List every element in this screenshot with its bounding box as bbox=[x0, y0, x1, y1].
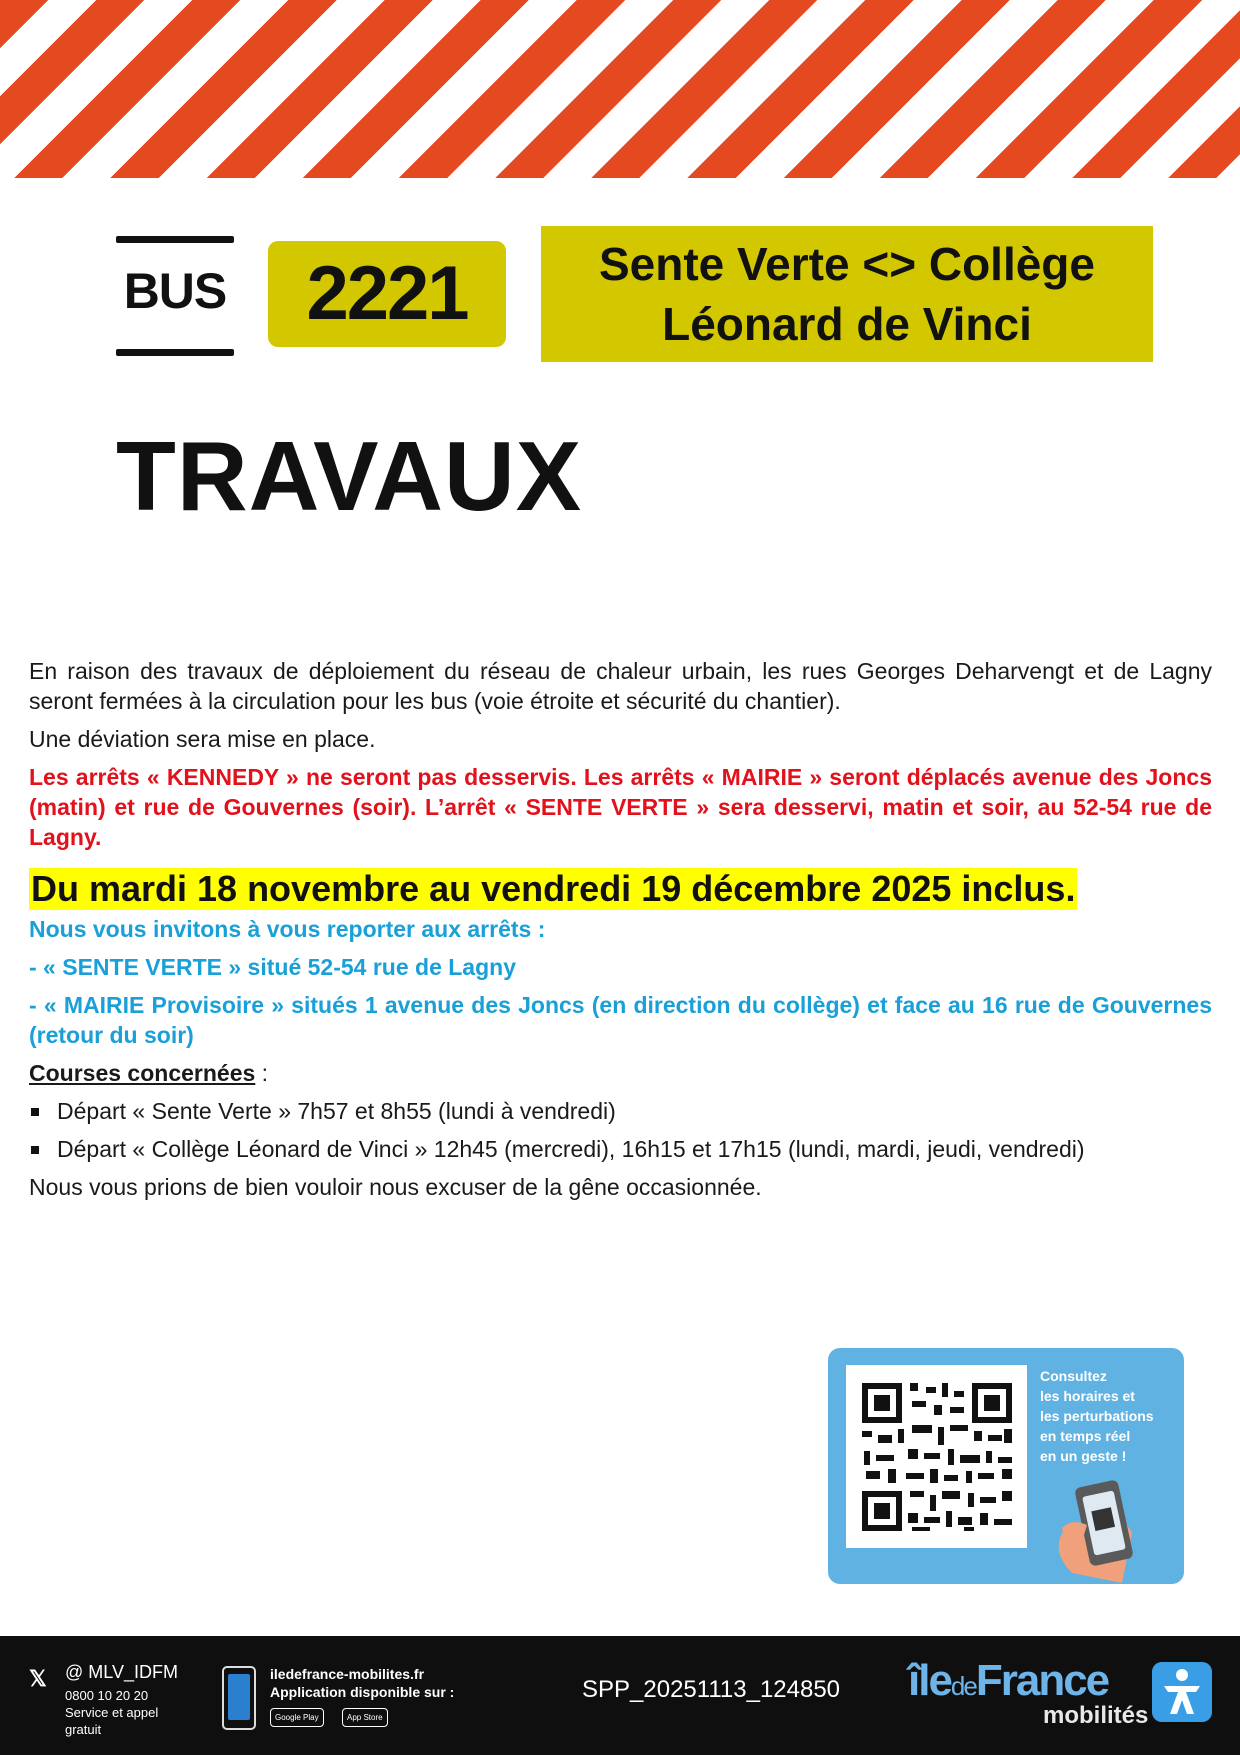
courses-label: Courses concernées bbox=[29, 1060, 256, 1086]
invite-paragraph: Nous vous invitons à vous reporter aux arrêts : bbox=[29, 916, 546, 942]
qr-text-line: les perturbations bbox=[1040, 1408, 1154, 1424]
qr-text-line: les horaires et bbox=[1040, 1388, 1135, 1404]
qr-text-line: en un geste ! bbox=[1040, 1448, 1127, 1464]
warning-paragraph: Les arrêts « KENNEDY » ne seront pas desservis. Les arrêts « MAIRIE » seront déplacés avenue des Joncs (matin) et rue de Gouvernes (soir). L’arrêt « SENTE VERTE » sera desservi, matin et soir, au 52-54 rue de Lagny. bbox=[29, 764, 1212, 850]
qr-text-line: Consultez bbox=[1040, 1368, 1107, 1384]
brand-sub: mobilités bbox=[1043, 1702, 1149, 1729]
list-item: Départ « Collège Léonard de Vinci » 12h45 (mercredi), 16h15 et 17h15 (lundi, mardi, jeudi, vendredi) bbox=[29, 1134, 1212, 1164]
app-info bbox=[270, 1665, 454, 1701]
app-phone-screen bbox=[228, 1674, 250, 1720]
footer bbox=[0, 1636, 1240, 1755]
website-link[interactable]: iledefrance-mobilites.fr bbox=[270, 1666, 425, 1682]
bus-mode-bottom-bar bbox=[116, 349, 234, 356]
bus-mode-icon bbox=[116, 236, 236, 356]
bus-mode-label: BUS bbox=[123, 263, 227, 319]
app-availability-text: Application disponible sur : bbox=[270, 1684, 455, 1700]
notice-body bbox=[29, 656, 1212, 1210]
intro-paragraph: En raison des travaux de déploiement du réseau de chaleur urbain, les rues Georges Deharvengt et de Lagny seront fermées à la circulation pour les bus (voie étroite et sécurité du chantier). bbox=[29, 658, 1212, 714]
list-item: Départ « Sente Verte » 7h57 et 8h55 (lundi à vendredi) bbox=[29, 1096, 1212, 1126]
page-title: TRAVAUX bbox=[116, 421, 583, 531]
stop-item-mairie: - « MAIRIE Provisoire » situés 1 avenue des Joncs (en direction du collège) et face au 16 rue de Gouvernes (retour du soir) bbox=[29, 992, 1212, 1048]
phone-note: Service et appel gratuit bbox=[65, 1705, 159, 1737]
qr-card-text bbox=[1040, 1366, 1180, 1466]
hazard-stripes-banner bbox=[0, 0, 1240, 178]
route-line-2: Léonard de Vinci bbox=[662, 298, 1032, 350]
courses-heading bbox=[29, 1058, 1212, 1088]
google-play-badge[interactable]: Google Play bbox=[270, 1708, 324, 1727]
qr-code-frame[interactable] bbox=[846, 1365, 1027, 1548]
bus-mode-top-bar bbox=[116, 236, 234, 243]
qr-code-icon bbox=[846, 1365, 1027, 1548]
line-number-badge: 2221 bbox=[268, 241, 506, 347]
hand-phone-icon bbox=[1042, 1473, 1162, 1583]
apology-paragraph: Nous vous prions de bien vouloir nous excuser de la gêne occasionnée. bbox=[29, 1174, 762, 1200]
courses-list bbox=[29, 1096, 1212, 1164]
brand-france: France bbox=[975, 1656, 1109, 1705]
phone-info bbox=[65, 1687, 175, 1738]
idfm-figure-icon bbox=[1152, 1662, 1212, 1722]
courses-colon: : bbox=[255, 1060, 269, 1086]
x-social-icon[interactable]: 𝕏 bbox=[29, 1666, 47, 1691]
social-handle[interactable]: @ MLV_IDFM bbox=[65, 1662, 178, 1682]
deviation-paragraph: Une déviation sera mise en place. bbox=[29, 726, 376, 752]
route-box bbox=[541, 226, 1153, 362]
brand-ile: îlede bbox=[908, 1656, 976, 1705]
stop-item-sente-verte: - « SENTE VERTE » situé 52-54 rue de Lagny bbox=[29, 954, 516, 980]
app-store-badge[interactable]: App Store bbox=[342, 1708, 388, 1727]
route-line-1: Sente Verte <> Collège bbox=[598, 238, 1095, 290]
app-phone-icon bbox=[222, 1666, 256, 1730]
dates-highlight: Du mardi 18 novembre au vendredi 19 décembre 2025 inclus. bbox=[31, 868, 1076, 909]
idfm-logo bbox=[908, 1656, 1212, 1732]
qr-text-line: en temps réel bbox=[1040, 1428, 1131, 1444]
document-reference: SPP_20251113_124850 bbox=[582, 1676, 841, 1703]
phone-number[interactable]: 0800 10 20 20 bbox=[65, 1688, 149, 1703]
brand-name bbox=[908, 1656, 1108, 1706]
qr-info-card bbox=[828, 1348, 1184, 1584]
